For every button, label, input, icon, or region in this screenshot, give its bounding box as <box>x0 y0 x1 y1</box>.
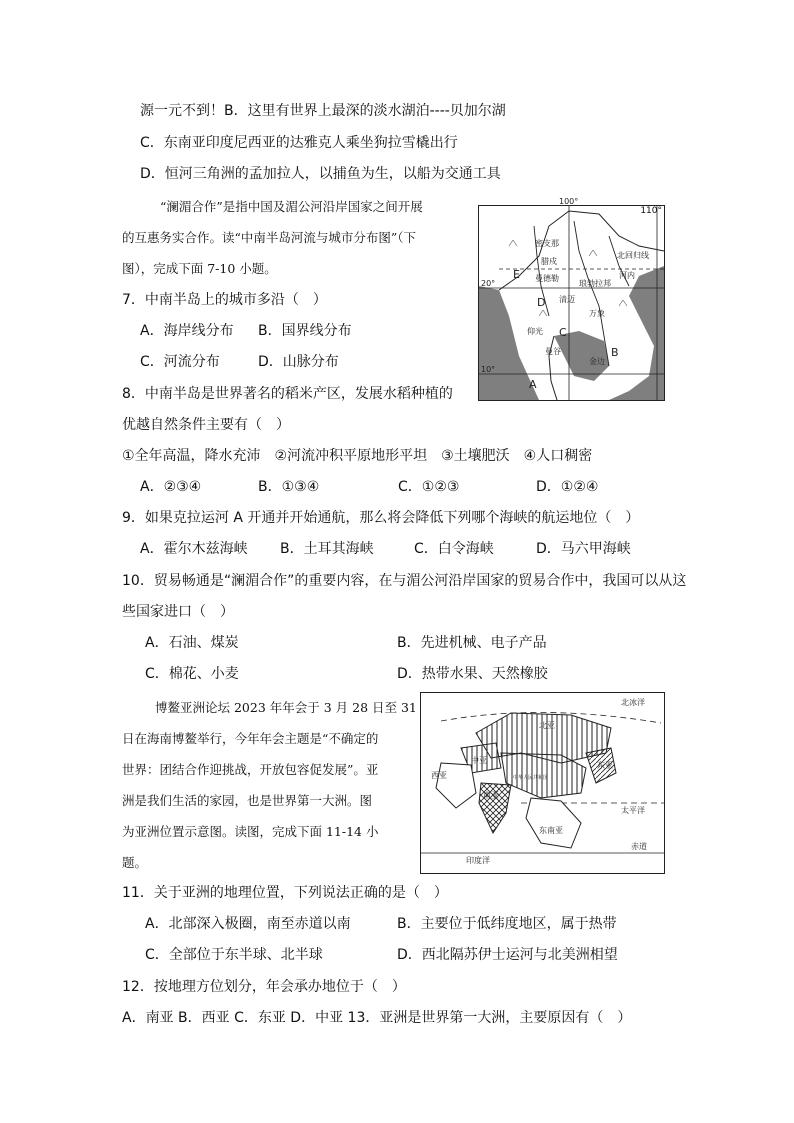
option-text: C．东南亚印度尼西亚的达雅克人乘坐狗拉雪橇出行 <box>140 135 458 151</box>
city-label: 清迈 <box>559 295 575 304</box>
city-label: 曼谷 <box>545 347 561 356</box>
option-text: 源一元不到！B．这里有世界上最深的淡水湖泊----贝加尔湖 <box>140 103 506 119</box>
option-d: D．①②④ <box>536 479 599 495</box>
intro-paragraph: 日在海南博鳌举行，今年年会主题是“不确定的 <box>122 731 379 746</box>
region-label: 东亚 <box>597 761 613 770</box>
option-b: B．土耳其海峡 <box>280 541 374 557</box>
question-stem: 10．贸易畅通是“澜湄合作”的重要内容，在与湄公河沿岸国家的贸易合作中，我国可以从这 <box>122 573 687 589</box>
ocean-label: 北冰洋 <box>621 698 645 707</box>
option-c: C．河流分布 <box>140 354 220 370</box>
map-marker: B <box>611 346 619 359</box>
intro-paragraph: “澜湄合作”是指中国及湄公河沿岸国家之间开展 <box>160 199 423 214</box>
region-label: 南亚 <box>483 791 499 800</box>
latitude-label: 10° <box>481 365 496 374</box>
option-d: D．马六甲海峡 <box>536 541 631 557</box>
tropic-label: 北回归线 <box>617 251 649 260</box>
option-c: C．①②③ <box>398 479 460 495</box>
option-d: D．热带水果、天然橡胶 <box>397 666 548 682</box>
city-label: 琅勃拉邦 <box>579 279 611 288</box>
option-b: B．①③④ <box>258 479 320 495</box>
question-stem: 些国家进口（ ） <box>122 604 234 620</box>
question-items: ①全年高温，降水充沛 ②河流冲积平原地形平坦 ③土壤肥沃 ④人口稠密 <box>122 448 593 464</box>
ocean-label: 印度洋 <box>466 856 490 865</box>
intro-paragraph: 博鳌亚洲论坛 2023 年年会于 3 月 28 日至 31 <box>155 700 417 715</box>
intro-paragraph: 图），完成下面 7-10 小题。 <box>122 261 277 276</box>
option-d: D．西北隔苏伊士运河与北美洲相望 <box>397 947 618 963</box>
indochina-map-figure <box>479 197 664 400</box>
option-d: D．山脉分布 <box>258 354 339 370</box>
option-a: A．海岸线分布 <box>140 323 234 339</box>
map-marker: C <box>559 326 567 339</box>
intro-paragraph: 的互惠务实合作。读“中南半岛河流与城市分布图”（下 <box>122 230 417 245</box>
ocean-label: 太平洋 <box>621 806 645 815</box>
question-stem: 9．如果克拉运河 A 开通并开始通航，那么将会降低下列哪个海峡的航运地位（ ） <box>122 510 640 526</box>
country-label: 中华人民共和国 <box>513 775 549 781</box>
option-c: C．棉花、小麦 <box>145 666 239 682</box>
map-marker: E <box>513 268 520 281</box>
question-stem: 12．按地理方位划分，年会承办地位于（ ） <box>122 979 406 995</box>
intro-paragraph: 洲是我们生活的家园，也是世界第一大洲。图 <box>122 793 373 808</box>
indochina-map <box>478 197 665 401</box>
option-a: A．②③④ <box>140 479 202 495</box>
option-b: B．国界线分布 <box>258 323 352 339</box>
option-text: D．恒河三角洲的孟加拉人，以捕鱼为生，以船为交通工具 <box>140 166 501 182</box>
option-a: A．石油、煤炭 <box>145 635 239 651</box>
option-c: C．白令海峡 <box>414 541 494 557</box>
city-label: 金边 <box>589 357 605 366</box>
option-b: B．先进机械、电子产品 <box>397 635 547 651</box>
option-a: A．霍尔木兹海峡 <box>140 541 248 557</box>
longitude-label: 100° <box>559 197 579 206</box>
asia-location-map <box>420 692 665 874</box>
city-label: 曼德勒 <box>535 274 559 283</box>
city-label: 河内 <box>619 271 635 280</box>
question-stem: 7．中南半岛上的城市多沿（ ） <box>122 292 327 308</box>
intro-paragraph: 为亚洲位置示意图。读图，完成下面 11-14 小 <box>122 824 379 839</box>
city-label: 仰光 <box>527 327 543 336</box>
intro-paragraph: 题。 <box>122 855 148 870</box>
asia-location-map-figure <box>421 693 664 873</box>
question-stem: 11．关于亚洲的地理位置，下列说法正确的是（ ） <box>122 885 448 901</box>
map-marker: D <box>537 296 546 309</box>
latitude-label: 20° <box>481 279 496 288</box>
region-label: 北亚 <box>539 721 555 730</box>
question-stem: 优越自然条件主要有（ ） <box>122 417 290 433</box>
city-label: 密支那 <box>535 239 559 248</box>
question-stem: 8．中南半岛是世界著名的稻米产区，发展水稻种植的 <box>122 386 453 402</box>
map-marker: A <box>529 378 537 391</box>
city-label: 腊戍 <box>541 257 557 266</box>
option-a: A．北部深入极圈，南至赤道以南 <box>145 916 351 932</box>
equator-label: 赤道 <box>631 842 647 851</box>
longitude-label-top: 110° <box>640 206 662 216</box>
intro-paragraph: 世界：团结合作迎挑战，开放包容促发展”。亚 <box>122 762 379 777</box>
option-b: B．主要位于低纬度地区，属于热带 <box>397 916 617 932</box>
city-label: 万象 <box>589 309 605 318</box>
region-label: 西亚 <box>431 771 447 780</box>
option-c: C．全部位于东半球、北半球 <box>145 947 323 963</box>
region-label: 东南亚 <box>539 826 563 835</box>
answer-line: A．南亚 B．西亚 C．东亚 D．中亚 13．亚洲是世界第一大洲，主要原因有（ ） <box>122 1010 632 1026</box>
region-label: 中亚 <box>471 756 487 765</box>
